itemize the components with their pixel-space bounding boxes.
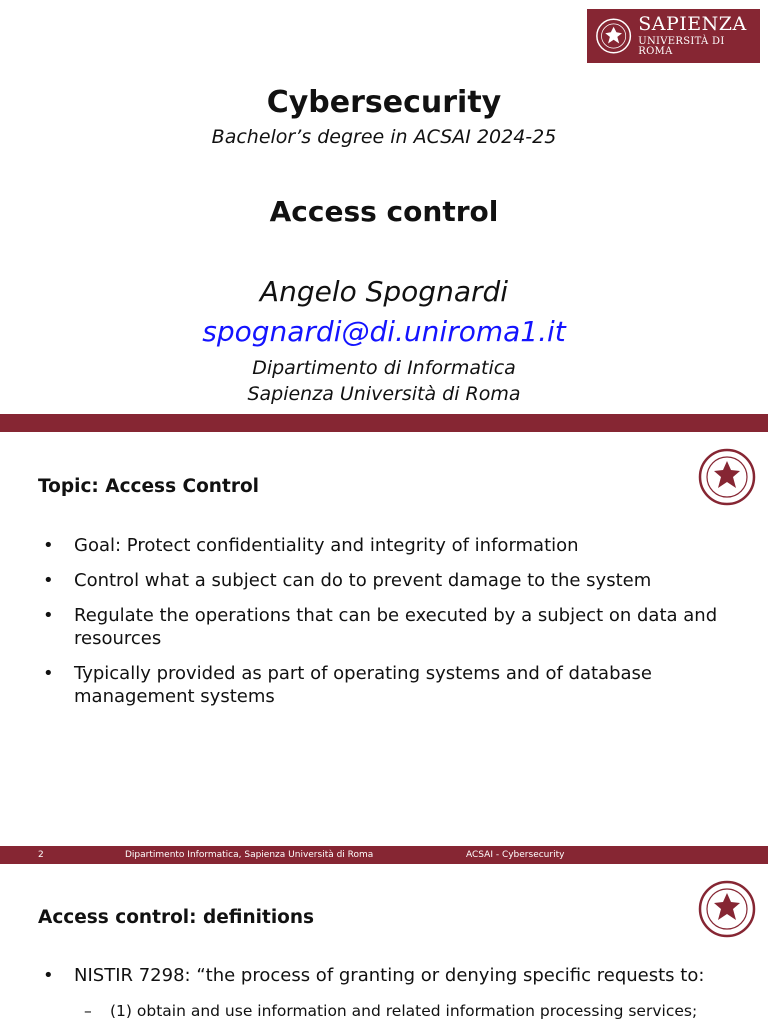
university-seal-icon <box>698 876 756 942</box>
slide-title: Topic: Access Control <box>38 476 259 497</box>
bullet-list <box>38 534 738 720</box>
logo-subtitle: UNIVERSITÀ DI ROMA <box>638 36 725 57</box>
sub-bullet-text: (1) obtain and use information and related information processing services; <box>110 1002 698 1020</box>
sapienza-logo <box>587 9 760 63</box>
list-item: • Goal: Protect confidentiality and integrity of information <box>43 535 579 556</box>
lecture-title: Access control <box>269 195 499 228</box>
university-seal-icon <box>698 444 756 510</box>
course-title: Cybersecurity <box>266 85 502 120</box>
bullet-text: NISTIR 7298: “the process of granting or denying specific requests to: <box>74 965 705 986</box>
bullet-text: Goal: Protect confidentiality and integrity of information <box>74 535 579 556</box>
slide-divider-band <box>0 414 768 432</box>
footer-course: ACSAI - Cybersecurity <box>466 850 565 860</box>
bullet-text: Typically provided as part of operating systems and of database management systems <box>74 663 652 707</box>
slide-footer <box>0 846 768 864</box>
bullet-text: Control what a subject can do to prevent damage to the system <box>74 570 652 591</box>
list-item: • NISTIR 7298: “the process of granting or denying specific requests to: <box>43 965 705 986</box>
author-name: Angelo Spognardi <box>259 275 509 308</box>
department: Dipartimento di Informatica <box>252 357 516 379</box>
list-item: • Typically provided as part of operating systems and of database management systems <box>43 663 652 707</box>
sub-list-item: – (1) obtain and use information and related information processing services; <box>84 1002 698 1020</box>
page-number: 2 <box>38 850 44 860</box>
university-seal-icon <box>595 17 632 55</box>
footer-department: Dipartimento Informatica, Sapienza Università di Roma <box>125 850 374 860</box>
list-item: • Control what a subject can do to prevent damage to the system <box>43 570 652 591</box>
author-email-link[interactable]: spognardi@di.uniroma1.it <box>202 315 566 348</box>
course-subtitle: Bachelor’s degree in ACSAI 2024-25 <box>211 126 557 148</box>
list-item: • Regulate the operations that can be executed by a subject on data and resources <box>43 605 718 649</box>
logo-name: SAPIENZA <box>638 13 747 35</box>
slide-title: Access control: definitions <box>38 907 315 928</box>
bullet-text: Regulate the operations that can be executed by a subject on data and resources <box>74 605 718 649</box>
university: Sapienza Università di Roma <box>247 383 521 405</box>
